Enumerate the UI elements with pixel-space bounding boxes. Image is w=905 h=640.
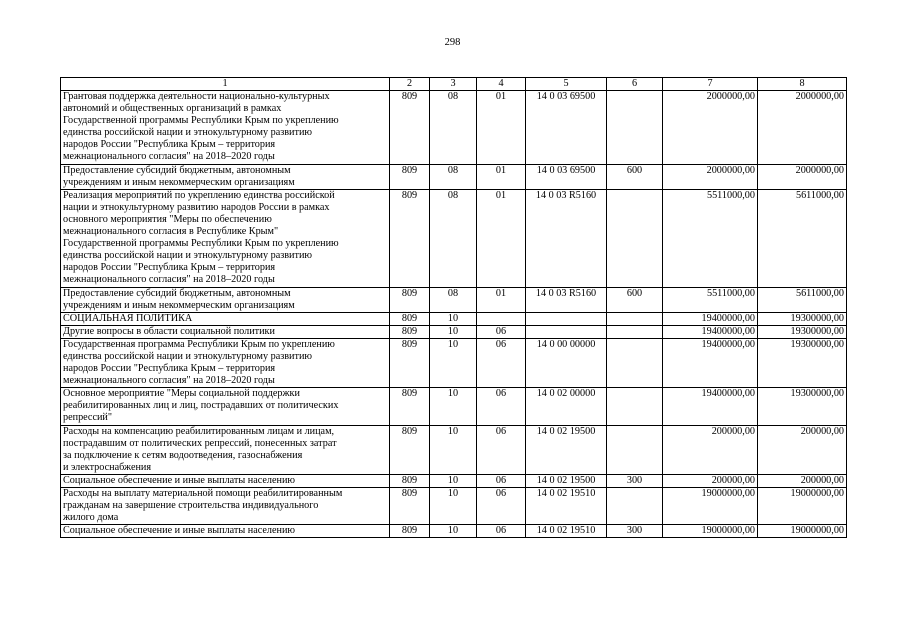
subsection-code-cell: 06 bbox=[477, 325, 526, 338]
description-line: Реализация мероприятий по укреплению единства российской bbox=[63, 189, 335, 201]
header-cell: 4 bbox=[477, 78, 526, 91]
row-description bbox=[61, 164, 390, 189]
page-number: 298 bbox=[444, 37, 461, 48]
description-line: межнационального согласия" на 2018–2020 годы bbox=[63, 274, 275, 286]
amount-2020-cell: 200000,00 bbox=[758, 425, 847, 474]
subsection-code-cell: 06 bbox=[477, 338, 526, 387]
header-cell: 5 bbox=[526, 78, 607, 91]
description-line: СОЦИАЛЬНАЯ ПОЛИТИКА bbox=[63, 312, 193, 324]
target-article-cell bbox=[526, 312, 607, 325]
header-cell: 2 bbox=[390, 78, 430, 91]
table-row bbox=[61, 338, 847, 387]
expense-type-cell bbox=[607, 388, 663, 425]
description-line: межнационального согласия" на 2018–2020 годы bbox=[63, 375, 275, 387]
section-code-cell: 10 bbox=[430, 425, 477, 474]
target-article-cell: 14 0 03 R5160 bbox=[526, 287, 607, 312]
amount-2019-cell: 19400000,00 bbox=[663, 325, 758, 338]
description-line: народов России "Республика Крым – территория bbox=[63, 262, 276, 274]
description-line: Грантовая поддержка деятельности национально-культурных bbox=[63, 91, 330, 102]
description-line: гражданам на завершение строительства индивидуального bbox=[63, 500, 319, 512]
expense-type-cell bbox=[607, 425, 663, 474]
row-description bbox=[61, 189, 390, 287]
admin-code-cell: 809 bbox=[390, 425, 430, 474]
admin-code-cell: 809 bbox=[390, 164, 430, 189]
admin-code-cell: 809 bbox=[390, 525, 430, 538]
description-line: Социальное обеспечение и иные выплаты населению bbox=[63, 474, 296, 486]
amount-2019-cell: 5511000,00 bbox=[663, 189, 758, 287]
description-line: единства российской нации и этнокультурному развитию bbox=[63, 127, 313, 139]
header-cell: 8 bbox=[758, 78, 847, 91]
amount-2020-cell: 5611000,00 bbox=[758, 189, 847, 287]
admin-code-cell: 809 bbox=[390, 388, 430, 425]
description-line: Социальное обеспечение и иные выплаты населению bbox=[63, 525, 296, 537]
description-line: единства российской нации и этнокультурному развитию bbox=[63, 350, 313, 362]
section-code-cell: 08 bbox=[430, 91, 477, 165]
expense-type-cell bbox=[607, 91, 663, 165]
expense-type-cell bbox=[607, 189, 663, 287]
subsection-code-cell bbox=[477, 312, 526, 325]
amount-2020-cell: 19000000,00 bbox=[758, 488, 847, 525]
target-article-cell: 14 0 02 19510 bbox=[526, 525, 607, 538]
section-code-cell: 10 bbox=[430, 325, 477, 338]
amount-2020-cell: 19300000,00 bbox=[758, 338, 847, 387]
description-line: учреждениям и иным некоммерческим организациям bbox=[63, 176, 295, 188]
amount-2019-cell: 19000000,00 bbox=[663, 525, 758, 538]
subsection-code-cell: 01 bbox=[477, 91, 526, 165]
subsection-code-cell: 01 bbox=[477, 287, 526, 312]
header-cell: 3 bbox=[430, 78, 477, 91]
description-line: межнационального согласия" на 2018–2020 годы bbox=[63, 151, 275, 163]
description-line: Другие вопросы в области социальной политики bbox=[63, 325, 275, 337]
section-code-cell: 08 bbox=[430, 164, 477, 189]
description-line: Предоставление субсидий бюджетным, автономным bbox=[63, 287, 291, 299]
amount-2019-cell: 2000000,00 bbox=[663, 164, 758, 189]
row-description bbox=[61, 488, 390, 525]
row-description bbox=[61, 525, 390, 538]
header-cell: 7 bbox=[663, 78, 758, 91]
section-code-cell: 10 bbox=[430, 388, 477, 425]
amount-2020-cell: 19300000,00 bbox=[758, 388, 847, 425]
target-article-cell: 14 0 02 19500 bbox=[526, 474, 607, 487]
description-line: пострадавшим от политических репрессий, понесенных затрат bbox=[63, 437, 337, 449]
description-line: Государственной программы Республики Крым по укреплению bbox=[63, 238, 339, 250]
amount-2020-cell: 2000000,00 bbox=[758, 164, 847, 189]
target-article-cell: 14 0 03 R5160 bbox=[526, 189, 607, 287]
admin-code-cell: 809 bbox=[390, 488, 430, 525]
subsection-code-cell: 01 bbox=[477, 189, 526, 287]
table-row bbox=[61, 91, 847, 165]
subsection-code-cell: 06 bbox=[477, 425, 526, 474]
table-row bbox=[61, 312, 847, 325]
expense-type-cell: 300 bbox=[607, 474, 663, 487]
expense-type-cell bbox=[607, 488, 663, 525]
amount-2019-cell: 19000000,00 bbox=[663, 488, 758, 525]
row-description bbox=[61, 91, 390, 165]
subsection-code-cell: 06 bbox=[477, 474, 526, 487]
row-description bbox=[61, 474, 390, 487]
table-row bbox=[61, 525, 847, 538]
subsection-code-cell: 06 bbox=[477, 488, 526, 525]
subsection-code-cell: 01 bbox=[477, 164, 526, 189]
amount-2020-cell: 19300000,00 bbox=[758, 312, 847, 325]
amount-2020-cell: 200000,00 bbox=[758, 474, 847, 487]
table-row bbox=[61, 189, 847, 287]
row-description bbox=[61, 287, 390, 312]
target-article-cell: 14 0 00 00000 bbox=[526, 338, 607, 387]
expense-type-cell bbox=[607, 312, 663, 325]
row-description bbox=[61, 325, 390, 338]
description-line: Предоставление субсидий бюджетным, автономным bbox=[63, 164, 291, 176]
section-code-cell: 08 bbox=[430, 287, 477, 312]
description-line: основного мероприятия "Меры по обеспечению bbox=[63, 213, 272, 225]
section-code-cell: 10 bbox=[430, 488, 477, 525]
description-line: реабилитированных лиц и лиц, пострадавших от политических bbox=[63, 400, 339, 412]
admin-code-cell: 809 bbox=[390, 91, 430, 165]
admin-code-cell: 809 bbox=[390, 338, 430, 387]
header-cell: 1 bbox=[61, 78, 390, 91]
description-line: Расходы на компенсацию реабилитированным лицам и лицам, bbox=[63, 425, 335, 437]
description-line: автономий и общественных организаций в рамках bbox=[63, 103, 282, 115]
amount-2019-cell: 19400000,00 bbox=[663, 312, 758, 325]
amount-2019-cell: 2000000,00 bbox=[663, 91, 758, 165]
amount-2020-cell: 19000000,00 bbox=[758, 525, 847, 538]
admin-code-cell: 809 bbox=[390, 325, 430, 338]
amount-2020-cell: 5611000,00 bbox=[758, 287, 847, 312]
description-line: нации и этнокультурному развитию народов России в рамках bbox=[63, 201, 330, 213]
section-code-cell: 10 bbox=[430, 474, 477, 487]
row-description bbox=[61, 388, 390, 425]
admin-code-cell: 809 bbox=[390, 312, 430, 325]
table-row bbox=[61, 388, 847, 425]
section-code-cell: 10 bbox=[430, 525, 477, 538]
description-line: учреждениям и иным некоммерческим организациям bbox=[63, 299, 295, 311]
target-article-cell bbox=[526, 325, 607, 338]
admin-code-cell: 809 bbox=[390, 287, 430, 312]
subsection-code-cell: 06 bbox=[477, 388, 526, 425]
amount-2019-cell: 19400000,00 bbox=[663, 338, 758, 387]
row-description bbox=[61, 338, 390, 387]
admin-code-cell: 809 bbox=[390, 189, 430, 287]
description-line: межнационального согласия в Республике Крым" bbox=[63, 226, 279, 238]
description-line: за подключение к сетям водоотведения, газоснабжения bbox=[63, 449, 303, 461]
expense-type-cell: 600 bbox=[607, 287, 663, 312]
amount-2020-cell: 19300000,00 bbox=[758, 325, 847, 338]
expense-type-cell: 600 bbox=[607, 164, 663, 189]
description-line: народов России "Республика Крым – территория bbox=[63, 139, 276, 151]
subsection-code-cell: 06 bbox=[477, 525, 526, 538]
target-article-cell: 14 0 02 19500 bbox=[526, 425, 607, 474]
description-line: Государственной программы Республики Крым по укреплению bbox=[63, 115, 339, 127]
description-line: репрессий" bbox=[63, 412, 113, 424]
target-article-cell: 14 0 02 19510 bbox=[526, 488, 607, 525]
table-row bbox=[61, 164, 847, 189]
description-line: Основное мероприятие "Меры социальной поддержки bbox=[63, 388, 300, 400]
table-row bbox=[61, 474, 847, 487]
target-article-cell: 14 0 02 00000 bbox=[526, 388, 607, 425]
admin-code-cell: 809 bbox=[390, 474, 430, 487]
table-row bbox=[61, 425, 847, 474]
target-article-cell: 14 0 03 69500 bbox=[526, 164, 607, 189]
row-description bbox=[61, 312, 390, 325]
amount-2020-cell: 2000000,00 bbox=[758, 91, 847, 165]
expense-type-cell: 300 bbox=[607, 525, 663, 538]
budget-table bbox=[60, 77, 847, 538]
section-code-cell: 10 bbox=[430, 312, 477, 325]
description-line: Государственная программа Республики Крым по укреплению bbox=[63, 338, 335, 350]
amount-2019-cell: 5511000,00 bbox=[663, 287, 758, 312]
target-article-cell: 14 0 03 69500 bbox=[526, 91, 607, 165]
description-line: жилого дома bbox=[63, 512, 119, 524]
expense-type-cell bbox=[607, 338, 663, 387]
header-cell: 6 bbox=[607, 78, 663, 91]
amount-2019-cell: 200000,00 bbox=[663, 474, 758, 487]
row-description bbox=[61, 425, 390, 474]
description-line: Расходы на выплату материальной помощи реабилитированным bbox=[63, 488, 343, 499]
table-row bbox=[61, 287, 847, 312]
section-code-cell: 10 bbox=[430, 338, 477, 387]
description-line: и электроснабжения bbox=[63, 461, 152, 473]
section-code-cell: 08 bbox=[430, 189, 477, 287]
header-row bbox=[61, 78, 847, 91]
description-line: народов России "Республика Крым – территория bbox=[63, 363, 276, 375]
amount-2019-cell: 200000,00 bbox=[663, 425, 758, 474]
table-row bbox=[61, 325, 847, 338]
table-row bbox=[61, 488, 847, 525]
description-line: единства российской нации и этнокультурному развитию bbox=[63, 250, 313, 262]
expense-type-cell bbox=[607, 325, 663, 338]
amount-2019-cell: 19400000,00 bbox=[663, 388, 758, 425]
